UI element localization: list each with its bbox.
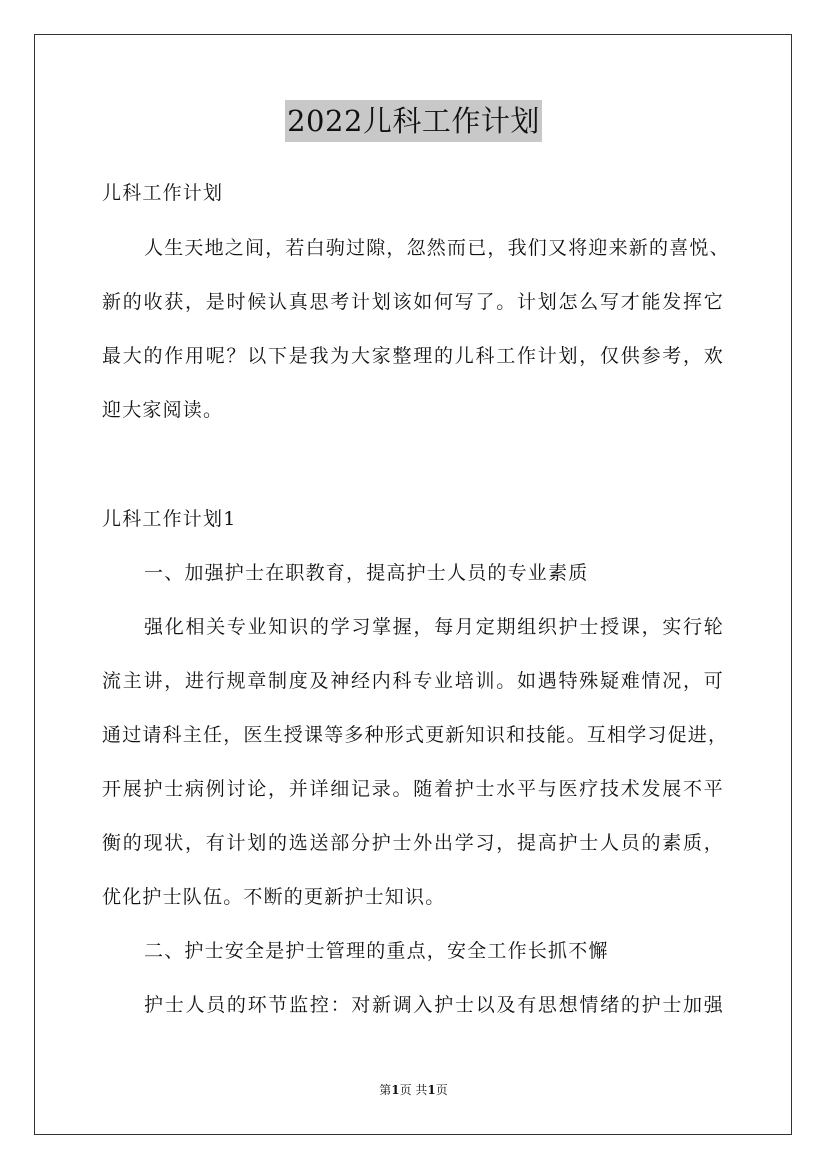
- footer-page-suffix: 页: [435, 1083, 448, 1097]
- point-1-body-line-1: 强化相关专业知识的学习掌握，每月定期组织护士授课，实行轮: [144, 616, 724, 638]
- point-1-body-line-2: 流主讲，进行规章制度及神经内科专业培训。如遇特殊疑难情况，可: [102, 670, 724, 692]
- document-title: 2022儿科工作计划: [285, 100, 542, 142]
- point-1-body-line-3: 通过请科主任，医生授课等多种形式更新知识和技能。互相学习促进，: [102, 724, 729, 746]
- point-1-body-line-6: 优化护士队伍。不断的更新护士知识。: [102, 886, 446, 908]
- point-1-body-line-4: 开展护士病例讨论，并详细记录。随着护士水平与医疗技术发展不平: [102, 778, 724, 800]
- point-2-body-line-1: 护士人员的环节监控：对新调入护士以及有思想情绪的护士加强: [144, 994, 724, 1016]
- title-container: [0, 100, 827, 142]
- intro-line-2: 新的收获，是时候认真思考计划该如何写了。计划怎么写才能发挥它: [102, 291, 724, 313]
- section-heading: 儿科工作计划1: [102, 508, 237, 530]
- point-2-heading: 二、护士安全是护士管理的重点，安全工作长抓不懈: [144, 940, 609, 962]
- point-1-body-line-5: 衡的现状，有计划的选送部分护士外出学习，提高护士人员的素质，: [102, 832, 724, 854]
- footer-page-mid: 页 共: [399, 1083, 428, 1097]
- footer-current-page: 1: [391, 1083, 400, 1097]
- point-1-heading: 一、加强护士在职教育，提高护士人员的专业素质: [144, 562, 589, 584]
- page-footer: [0, 1082, 827, 1098]
- document-subtitle: 儿科工作计划: [102, 182, 224, 204]
- intro-line-3: 最大的作用呢？以下是我为大家整理的儿科工作计划，仅供参考，欢: [102, 345, 724, 367]
- intro-line-1: 人生天地之间，若白驹过隙，忽然而已，我们又将迎来新的喜悦、: [144, 237, 730, 259]
- footer-page-prefix: 第: [379, 1083, 392, 1097]
- intro-line-4: 迎大家阅读。: [102, 399, 224, 421]
- footer-total-pages: 1: [427, 1083, 436, 1097]
